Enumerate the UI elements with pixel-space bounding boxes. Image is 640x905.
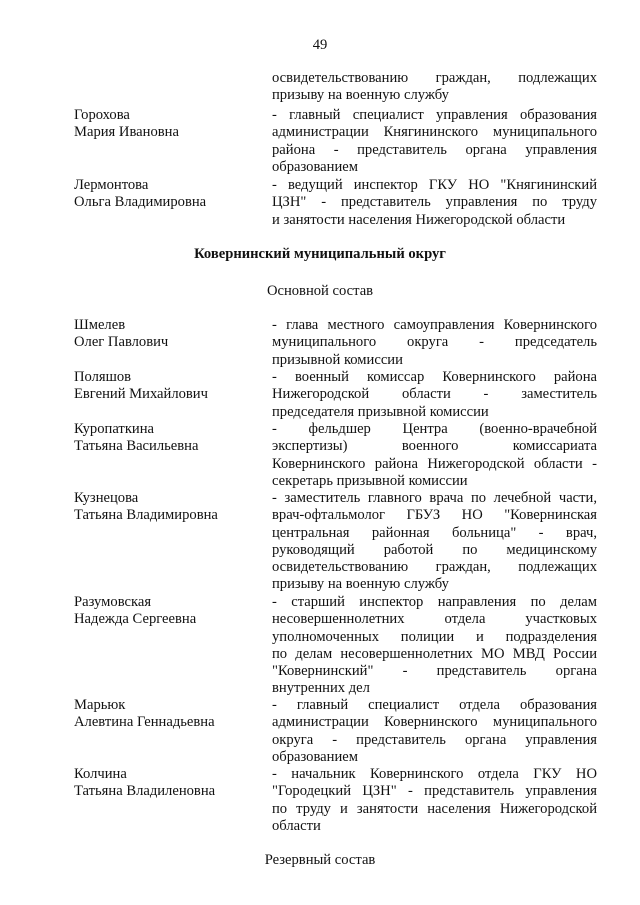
entry-role xyxy=(272,317,597,369)
given-name: Мария Ивановна xyxy=(74,124,179,141)
role-line: по делам несовершеннолетних МО МВД России xyxy=(272,645,597,662)
role-line: председателя призывной комиссии xyxy=(272,403,489,420)
given-name: Надежда Сергеевна xyxy=(74,611,197,628)
surname: Колчина xyxy=(74,766,127,782)
role-line: - фельдшер Центра (военно-врачебной xyxy=(272,421,597,437)
given-name: Ольга Владимировна xyxy=(74,194,207,211)
role-line: экспертизы) военного комиссариата xyxy=(272,438,597,455)
entry-role xyxy=(272,766,597,835)
member-entry xyxy=(74,594,597,698)
role-line: Нижегородской области - заместитель xyxy=(272,386,597,403)
surname: Лермонтова xyxy=(74,177,149,193)
entry-name xyxy=(74,107,272,176)
role-line: - старший инспектор направления по делам xyxy=(272,594,597,610)
entry-role xyxy=(272,70,597,105)
member-entry-shmelev xyxy=(74,317,597,369)
member-entry xyxy=(74,697,597,766)
main-composition-heading: Основной состав xyxy=(266,283,374,299)
member-entry xyxy=(74,107,597,176)
entry-role xyxy=(272,594,597,698)
role-line: - ведущий инспектор ГКУ НО "Княгининский xyxy=(272,177,597,193)
entry-role xyxy=(272,421,597,490)
role-line: освидетельствованию граждан, подлежащих xyxy=(272,70,597,86)
role-line: области xyxy=(272,817,321,834)
surname: Шмелев xyxy=(74,317,126,333)
entry-role xyxy=(272,177,597,229)
role-line: внутренних дел xyxy=(272,680,370,697)
member-entry-kuropatkina xyxy=(74,421,597,490)
role-line: руководящий работой по медицинскому xyxy=(272,541,597,558)
role-line: администрации Ковернинского муниципального xyxy=(272,714,597,731)
role-line: освидетельствованию граждан, подлежащих xyxy=(272,559,597,576)
entry-name xyxy=(74,70,272,105)
member-entry-kolchina xyxy=(74,766,597,835)
member-entry-kuznetsova xyxy=(74,490,597,594)
role-line: образованием xyxy=(272,748,358,765)
role-line: призывной комиссии xyxy=(272,351,403,368)
page-number: 49 xyxy=(312,37,328,53)
role-line: - начальник Ковернинского отдела ГКУ НО xyxy=(272,766,597,782)
entry-name xyxy=(74,766,272,835)
role-line: - заместитель главного врача по лечебной части, xyxy=(272,490,597,506)
given-name: Олег Павлович xyxy=(74,334,169,351)
role-line: призыву на военную службу xyxy=(272,87,449,104)
surname: Разумовская xyxy=(74,594,152,610)
role-line: уполномоченных полиции и подразделения xyxy=(272,628,597,645)
top-continuation xyxy=(74,70,597,105)
role-line: несовершеннолетних отдела участковых xyxy=(272,611,597,628)
entry-role xyxy=(272,490,597,594)
entry-name xyxy=(74,594,272,698)
member-entry-polyashov xyxy=(74,369,597,421)
entry-role xyxy=(272,369,597,421)
role-line: "Городецкий ЦЗН" - представитель управления xyxy=(272,783,597,800)
reserve-composition-heading: Резервный состав xyxy=(264,852,376,868)
surname: Марьюк xyxy=(74,697,126,713)
role-line: ЦЗН" - представитель управления по труду xyxy=(272,194,597,211)
entry-name xyxy=(74,177,272,229)
role-line: секретарь призывной комиссии xyxy=(272,472,468,489)
entry-name xyxy=(74,369,272,421)
given-name: Татьяна Владимировна xyxy=(74,507,218,524)
section-title: Ковернинский муниципальный округ xyxy=(194,246,446,262)
entry-name xyxy=(74,317,272,369)
entry-role xyxy=(272,697,597,766)
role-line: - военный комиссар Ковернинского района xyxy=(272,369,597,385)
entry-name xyxy=(74,421,272,490)
member-entry xyxy=(74,421,597,490)
member-entry xyxy=(74,369,597,421)
member-entry xyxy=(74,177,597,229)
given-name: Татьяна Владиленовна xyxy=(74,783,216,800)
surname: Кузнецова xyxy=(74,490,139,506)
entry-role xyxy=(272,107,597,176)
given-name: Алевтина Геннадьевна xyxy=(74,714,215,731)
role-line: муниципального округа - председатель xyxy=(272,334,597,351)
role-line: Ковернинского района Нижегородской области - xyxy=(272,455,597,472)
given-name: Татьяна Васильевна xyxy=(74,438,199,455)
surname: Куропаткина xyxy=(74,421,155,437)
role-line: - главный специалист управления образования xyxy=(272,107,597,123)
member-entry xyxy=(74,490,597,594)
role-line: образованием xyxy=(272,158,358,175)
given-name: Евгений Михайлович xyxy=(74,386,208,403)
role-line: центральная районная больница" - врач, xyxy=(272,524,597,541)
member-entry xyxy=(74,766,597,835)
surname: Поляшов xyxy=(74,369,132,385)
entry-name xyxy=(74,697,272,766)
role-line: "Ковернинский" - представитель органа xyxy=(272,663,597,680)
role-line: врач-офтальмолог ГБУЗ НО "Ковернинская xyxy=(272,507,597,524)
member-entry-maryuk xyxy=(74,697,597,766)
member-entry-razumovskaya xyxy=(74,594,597,698)
role-line: - главный специалист отдела образования xyxy=(272,697,597,713)
role-line: округа - представитель органа управления xyxy=(272,731,597,748)
role-line: - глава местного самоуправления Ковернинского xyxy=(272,317,597,333)
member-entry-gorokhova xyxy=(74,107,597,176)
role-line: района - представитель органа управления xyxy=(272,141,597,158)
member-entry-lermontova xyxy=(74,177,597,229)
role-line: по труду и занятости населения Нижегородской xyxy=(272,800,597,817)
surname: Горохова xyxy=(74,107,130,123)
role-line: призыву на военную службу xyxy=(272,576,449,593)
role-line: и занятости населения Нижегородской области xyxy=(272,211,566,228)
member-entry xyxy=(74,317,597,369)
role-line: администрации Княгининского муниципального xyxy=(272,124,597,141)
continuation-entry xyxy=(74,70,597,105)
entry-name xyxy=(74,490,272,594)
